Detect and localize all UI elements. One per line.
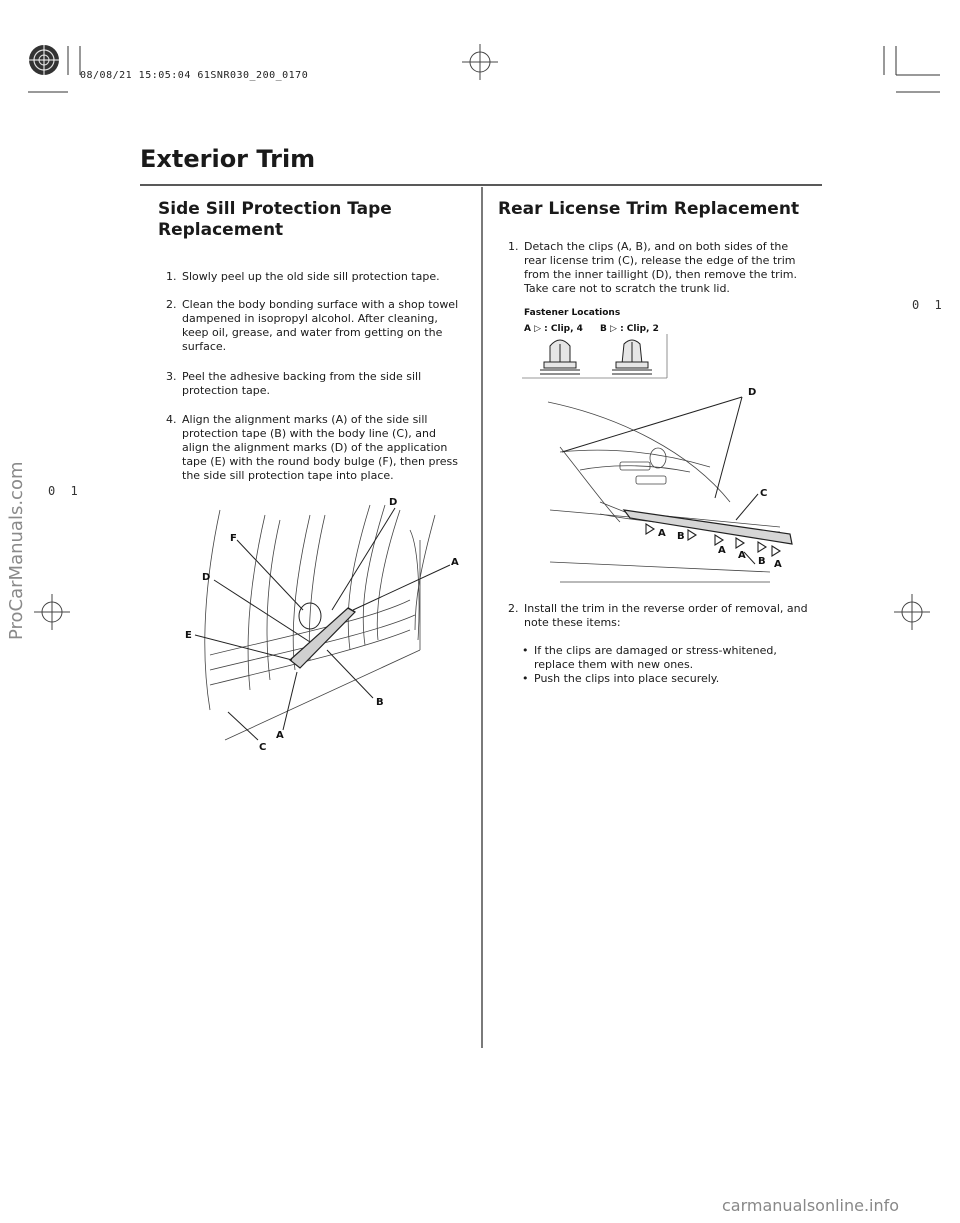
trim-bar-shape [624, 510, 792, 544]
side-sill-step-1 [166, 270, 466, 284]
rear-trim-step-2 [508, 602, 808, 630]
side-sill-illustration [170, 490, 470, 770]
label-c-trim: C [760, 488, 768, 499]
step-text: Slowly peel up the old side sill protection tape. [182, 270, 440, 283]
step-text: Install the trim in the reverse order of removal, and note these items: [524, 602, 808, 629]
list-item: • If the clips are damaged or stress-whitened, replace them with new ones. [522, 644, 777, 671]
label-e: E [185, 630, 192, 641]
section-title-line-1: Side Sill Protection Tape [158, 199, 392, 219]
crosshair-left-icon [34, 594, 70, 630]
rear-trim-step-1 [508, 240, 808, 296]
side-sill-step-2 [166, 298, 466, 354]
step-number: 1. [166, 270, 177, 283]
registration-target-icon [26, 42, 62, 78]
step-number: 2. [166, 298, 177, 311]
label-a-trim-2: A [718, 545, 726, 556]
label-a-bottom: A [276, 730, 284, 741]
step-number: 4. [166, 413, 177, 426]
fastener-clip-icons [522, 334, 670, 380]
watermark-procarmanuals: ProCarManuals.com [6, 461, 27, 640]
label-b-trim-1: B [677, 531, 685, 542]
crosshair-top-icon [462, 44, 498, 80]
fastener-b-text: : Clip, 2 [620, 324, 659, 334]
print-stamp: 08/08/21 15:05:04 61SNR030_200_0170 [80, 70, 309, 81]
list-item: • Push the clips into place securely. [522, 672, 720, 685]
section-title-side-sill [158, 199, 458, 241]
step-text: Align the alignment marks (A) of the side sill protection tape (B) with the body line (C), and align the alignment marks (D) of the application tape (E) with the round body bulge (F), then press the side sill protection tape into place. [182, 413, 459, 482]
label-a-trim-1: A [658, 528, 666, 539]
label-d-left: D [202, 572, 211, 583]
fastener-a-letter: A [524, 324, 531, 334]
section-title-rear-license: Rear License Trim Replacement [498, 199, 800, 219]
install-notes-list [518, 644, 808, 686]
step-text: Clean the body bonding surface with a shop towel dampened in isopropyl alcohol. After cleaning, keep oil, grease, and water from getting on the surface. [182, 298, 459, 353]
clip-a-icon [540, 340, 580, 374]
protection-tape-shape [290, 608, 355, 668]
fastener-a-text: : Clip, 4 [544, 324, 583, 334]
fastener-b-legend [600, 324, 659, 334]
side-sill-step-3 [166, 370, 466, 398]
clip-b-icon [612, 340, 652, 374]
step-text: Peel the adhesive backing from the side sill protection tape. [182, 370, 422, 397]
bullet-text: If the clips are damaged or stress-whitened, replace them with new ones. [534, 644, 777, 671]
side-mark-middle-left: 0 1 [48, 484, 82, 498]
label-d-top: D [389, 497, 398, 508]
label-b: B [376, 697, 384, 708]
label-a-trim-3: A [738, 550, 746, 561]
fastener-a-legend [524, 324, 583, 334]
step-number: 3. [166, 370, 177, 383]
fastener-b-letter: B [600, 324, 607, 334]
bullet-text: Push the clips into place securely. [534, 672, 720, 685]
label-a-trim-4: A [774, 559, 782, 570]
section-title-line-2: Replacement [158, 220, 284, 240]
step-text: Detach the clips (A, B), and on both sides of the rear license trim (C), release the edge of the trim from the inner taillight (D), then remove the trim. Take care not to scratch the trunk lid. [524, 240, 797, 295]
page-title: Exterior Trim [140, 145, 316, 173]
label-c: C [259, 742, 267, 753]
triangle-marker-icon: ▷ [610, 324, 617, 334]
step-number: 1. [508, 240, 519, 253]
label-d-trim: D [748, 387, 757, 398]
side-sill-step-4 [166, 413, 466, 483]
watermark-carmanualsonline: carmanualsonline.info [722, 1196, 900, 1215]
step-number: 2. [508, 602, 519, 615]
triangle-marker-icon: ▷ [534, 324, 542, 334]
crosshair-right-icon [894, 594, 930, 630]
label-f: F [230, 533, 237, 544]
fastener-locations-title: Fastener Locations [524, 308, 621, 318]
side-mark-top-right: 0 1 [912, 298, 946, 312]
label-b-trim-2: B [758, 556, 766, 567]
label-a-right: A [451, 557, 459, 568]
